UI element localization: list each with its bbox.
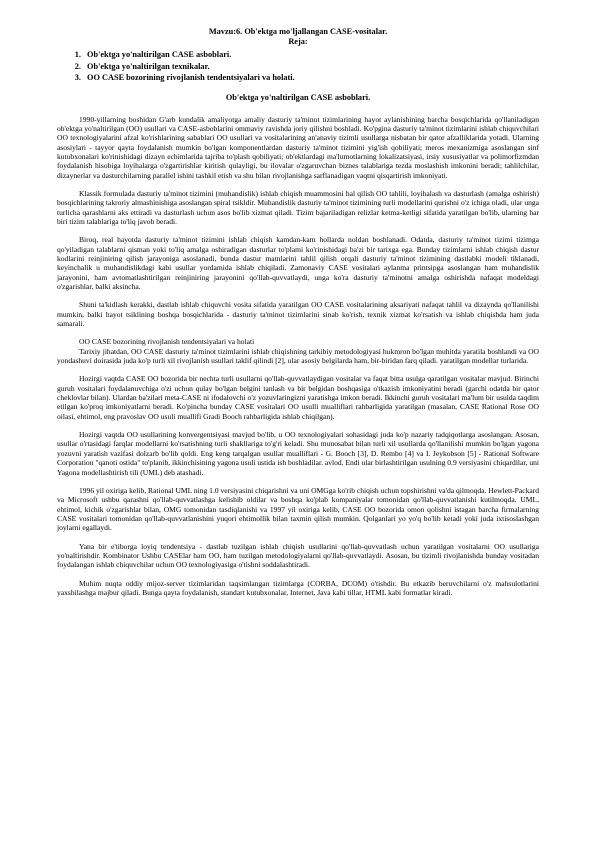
body-paragraph: Muhim nuqta oddiy mijoz-server tizimlaridan taqsimlangan tizimlarga (CORBA, DCOM) o'tishdir. Bu etkazib beruvchilarni o'z mahsulotlarini yaxshilashga majbur qiladi. Bunga qayta foydalanish, standart kutubxonalar, Internet, Java kabi tillar, HTML kabi formatlar kiradi. — [57, 578, 539, 597]
body-paragraph: Tarixiy jihatdan, OO CASE dasturiy ta'minot tizimlarini ishlab chiqishning tarkibiy metodologiyasi hukmron bo'lgan muhitda yaratila boshlandi va OO yondashuvi doirasida juda ko'p turli xil rivojlanish usullari taklif qilindi [2], ular asosiy belgilarda ham, bir-biridan farq qiladi. yaratilgan modellar turlarida. — [57, 346, 539, 366]
body-paragraph: 1996 yil oxiriga kelib, Rational UML ning 1.0 versiyasini chiqarishni va uni OMGga ko'rib chiqish uchun topshirishni va'da qilmoqda. Hewlett-Packard va Microsoft ushbu qarashni qo'llab-quvvatlashga kelishib oldilar va boshqa ko'plab kompaniyalar tomonidan qo'llab-quvvatlanishi kutilmoqda. UML, ehtimol, kichik o'zgarishlar bilan, OMG tomonidan tasdiqlanishi va 1997 yil oxiriga kelib, CASE OO bozorida omon qolishni istagan barcha firmalarning CASE vositalari tomonidan qo'llab-quvvatlanishini yuqori ehtimollik bilan taxmin qilish mumkin. Qolganlari yo yo'q bo'lib ketadi yoki juda ixtisoslashgan joylarni egallaydi. — [57, 485, 539, 533]
body-paragraph: Shuni ta'kidlash kerakki, dastlab ishlab chiquvchi vosita sifatida yaratilgan OO CASE vositalarining aksariyati nafaqat tahlil va dizaynda qo'llanilishi mumkin, balki hayot tsiklining boshqa bosqichlarida - dasturiy ta'minot tizimlarini sinab ko'rish, texnik xizmat ko'rsatish va ishlab chiqishda ham juda samarali. — [57, 300, 539, 329]
topic-heading: Mavzu:6. Ob'ektga mo'ljallangan CASE-vositalar. — [208, 27, 388, 36]
body-paragraph: Klassik formulada dasturiy ta'minot tizimini (muhandislik) ishlab chiqish muammosini hal qilish OO tahlili, loyihalash va dasturlash (amalga oshirish) bosqichlarining takroriy almashinishiga asoslangan spiral tsikldir. Muhandislik dasturiy ta'minot tizimining turli modellarini qurishni o'z ichiga oladi, ular unga turlicha qarashlarni aks ettiradi va dasturlash uchun asos bo'lib xizmat qiladi. Tizim bajariladigan relizlar ketma-ketligi sifatida yaratilgan bo'lib, ularning har biri tizim talablariga to'liq javob beradi. — [57, 188, 539, 226]
section-title: Ob'ektga yo'naltirilgan CASE asboblari. — [225, 92, 371, 102]
body-paragraph: Hozirgi vaqtda CASE OO bozorida bir nechta turli usullarni qo'llab-quvvatlaydigan vositalar va faqat bitta usulga qaratilgan vositalar mavjud. Birinchi guruh vositalari foydalanuvchiga o'zi uchun qulay bo'lgan belgini tanlash va bir belgidan boshqasiga o'tkazish imkoniyatini beradi (garchi odatda bir qator cheklovlar bilan). Ulardan ba'zilari meta-CASE ni ifodalovchi o'z yozuvlaringizni yaratishga imkon beradi. Ikkinchi guruh vositalari ma'lum bir usulda taqdim etilgan ko'proq imkoniyatlarni beradi. Ko'pincha bunday CASE vositalari OO usulli mualliflari rahbarligida yaratilgan (masalan, CASE Rational Rose OO oilasi, ehtimol, eng pravoslav OO usuli muallifi Gradi Booch rahbarligida ishlab chiqilgan). — [57, 374, 539, 421]
body-paragraph: Yana bir e'tiborga loyiq tendentsiya - dastlab tuzilgan ishlab chiqish usullarini qo'llab-quvvatlash uchun yaratilgan vositalarni OO usullariga yo'naltirishdir. Kombinator Ushbu CASElar ham OO, ham tuzilgan metodologiyalarni qo'llab-quvvatlaydi. Asosan, bu tizimli rivojlanishda bunday vositadan foydalangan ishlab chiquvchilar uchun OO texnologiyasiga o'tishni soddalashtiradi. — [57, 541, 539, 570]
body-paragraph: 1990-yillarning boshidan G'arb kundalik amaliyotga amaliy dasturiy ta'minot tizimlarining hayot aylanishining barcha bosqichlarida qo'llaniladigan ob'ektga yo'naltirilgan (OO) usullari va CASE-asboblarini ommaviy ravishda joriy qilishni boshladi. Ko'pgina dasturiy ta'minot tizimlarini ishlab chiquvchilari OO texnologiyalarini afzal ko'rishlarining sabablari OO usullari va vositalarining an'anaviy tizimli usullarga nisbatan bir qator afzalliklarida yotadi. Ularning asosiylari - tayyor qayta foydalanish mumkin bo'lgan komponentlardan dasturiy ta'minot tizimini yig'ish qobiliyati; meros mexanizmiga asoslangan sinf kutubxonalari ko'rinishidagi dizayn echimlarida tajriba to'plash qobiliyati; ob'ektlardagi ma'lumotlarning lokalizatsiyasi, irsiy xususiyatlar va polimorfizmdan foydalanish hisobiga loyihalarga o'zgartirishlar kiritish qulayligi, bu ilovalar o'zgaruvchan biznes talablariga tezda moslashish imkonini beradi; tahlilchilar, dizaynerlar va dasturchilarning parallel ishini tashkil etish va shu bilan rivojlanishga sarflanadigan vaqtni qisqartirish imkoniyati. — [57, 114, 539, 180]
body-paragraph: Biroq, real hayotda dasturiy ta'minot tizimini ishlab chiqish kamdan-kam hollarda noldan boshlanadi. Odatda, dasturiy ta'minot tizimi tizimga qo'yiladigan talablarni qisman yoki to'liq amalga oshiradigan dasturlar to'plami ko'rinishidagi ba'zi bir tarixga ega. Bunday tizimlarni ishlab chiqish dastur kodlarini reinjiniring qilish jarayoniga asoslanadi, bunda dastur matnlarini tahlil qilish orqali dasturiy ta'minot tizimining dastlabki modeli tiklanadi, keyinchalik u muhandislikdagi kabi usullar yordamida ishlab chiqiladi. Zamonaviy CASE vositalari aylanma printsipga asoslangan ham muhandislik jarayonini, ham avtomatlashtirilgan reinjiniring jarayonini qo'llab-quvvatlaydi, unga ko'ra dasturiy ta'minotni amalga oshirishda nafaqat modeldagi o'zgarishlar, balki aksincha. — [57, 235, 539, 291]
plan-list — [57, 49, 539, 84]
plan-item: 2. Ob'ektga yo'naltirilgan texnikalar. — [83, 61, 539, 73]
body-paragraph: Hozirgi vaqtda OO usullarining konvergentsiyasi mavjud bo'lib, u OO texnologiyalari sohasidagi juda ko'p nazariy tadqiqotlarga asoslangan. Asosan, usullar o'rtasidagi farqlar modellarni ko'rsatishning turli shakllariga to'g'ri keladi. Shu munosabat bilan turli xil usullarda qo'llanilishi mumkin bo'lgan yagona yozuvni yaratish vazifasi dolzarb bo'lib qoldi. Eng keng tarqalgan usullar mualliflari - G. Booch [3], D. Rembo [4] va I. Jeykobson [5] - Rational Software Corporation "qanoti ostida" to'planib, ikkinchisining yagona usuli ustida ish boshladilar. avlod. Endi ular birlashtirilgan usulning 0.9 versiyasini chiqardilar, uni Yagona modellashtirish tili (UML) deb atashadi. — [57, 430, 539, 477]
plan-item: 1. Ob'ektga yo'naltirilgan CASE asboblari. — [83, 49, 539, 61]
plan-item: 3. OO CASE bozorining rivojlanish tendentsiyalari va holati. — [83, 72, 539, 84]
plan-title: Reja: — [288, 37, 308, 46]
subsection-heading: OO CASE bozorining rivojlanish tendentsiyalari va holati — [79, 337, 255, 347]
